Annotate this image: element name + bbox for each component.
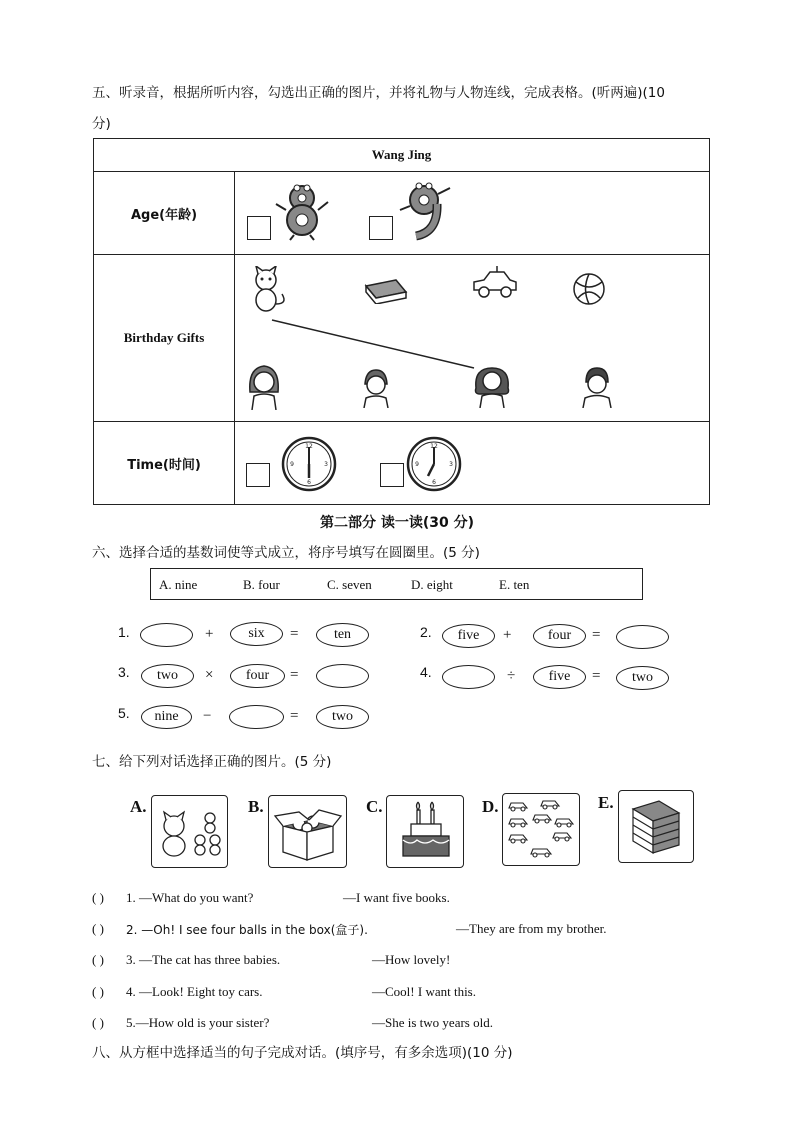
svg-text:9: 9 [415,461,419,468]
stack-of-books-icon [619,791,693,862]
age-8-checkbox[interactable] [247,216,271,240]
equation-5-answer-oval[interactable] [229,705,284,729]
option-c: C. seven [327,577,372,592]
equation-1-term: six [230,622,283,646]
number-eight-character-icon [272,180,332,242]
svg-text:6: 6 [432,479,436,486]
equation-3-equals: = [290,667,299,683]
dialog-3-reply: —How lovely! [372,952,451,967]
dialog-3-question: 3. —The cat has three babies. [126,952,281,967]
picture-label-e: E. [598,793,614,812]
option-b: B. four [243,577,280,592]
section5-title-line2: 分) [92,116,111,132]
equation-3-number: 3. [118,664,130,680]
equation-1-number: 1. [118,624,130,640]
girl-curly-hair-person-icon [472,364,512,408]
svg-text:12: 12 [305,443,313,450]
picture-d-toy-cars [502,793,580,866]
clock-seven-oclock-icon [406,436,462,492]
equation-1-answer-oval[interactable] [140,623,193,647]
equation-2-term-b: four [533,624,586,648]
dialog-4-answer-paren[interactable]: ( ) [92,984,104,999]
svg-text:12: 12 [430,443,438,450]
option-d: D. eight [411,577,453,592]
section5-title-line1: 五、听录音，根据所听内容，勾选出正确的图片，并将礼物与人物连线，完成表格。(听两遍)(10 [92,85,665,101]
section7-title: 七、给下列对话选择正确的图片。(5 分) [92,754,332,770]
picture-label-d: D. [482,797,499,816]
dialog-4-reply: —Cool! I want this. [372,984,476,999]
clock-six-oclock-icon [281,436,337,492]
dialog-5-reply: —She is two years old. [372,1015,493,1030]
equation-5-number: 5. [118,705,130,721]
equation-4-answer-oval[interactable] [442,665,495,689]
picture-label-c: C. [366,797,383,816]
picture-a-cats [151,795,228,868]
time-7-checkbox[interactable] [380,463,404,487]
equation-1-equals: = [290,626,299,642]
picture-label-b: B. [248,797,264,816]
equation-5-result: two [316,705,369,729]
time-12-checkbox[interactable] [246,463,270,487]
equation-3-operator: × [205,667,214,683]
picture-label-a: A. [130,797,147,816]
birthday-cake-icon [387,796,463,867]
equation-4-operator: ÷ [507,668,516,684]
section6-title: 六、选择合适的基数词使等式成立，将序号填写在圆圈里。(5 分) [92,545,480,561]
equation-4-number: 4. [420,664,432,680]
row-label-gifts: Birthday Gifts [94,255,235,422]
option-e: E. ten [499,577,530,592]
svg-text:6: 6 [307,479,311,486]
dialog-5-answer-paren[interactable]: ( ) [92,1015,104,1030]
picture-c-birthday-cake [386,795,464,868]
equation-2-equals: = [592,627,601,643]
option-a: A. nine [159,577,198,592]
row-label-age: Age(年龄) [94,172,235,255]
age-9-checkbox[interactable] [369,216,393,240]
dialog-2-answer-paren[interactable]: ( ) [92,921,104,936]
equation-2-operator: + [503,627,512,643]
number-nine-character-icon [394,180,454,242]
equation-2-term-a: five [442,624,495,648]
dialog-5-question: 5.—How old is your sister? [126,1015,270,1030]
cat-family-icon [152,796,227,867]
dialog-1-question: 1. —What do you want? [126,890,254,905]
dialog-4-question: 4. —Look! Eight toy cars. [126,984,263,999]
man-person-icon [580,366,614,408]
dialog-2-question: 2. —Oh! I see four balls in the box(盒子). [126,923,368,937]
equation-1-operator: + [205,626,214,642]
boy-person-icon [360,368,392,408]
svg-text:3: 3 [449,461,453,468]
box-with-balls-icon [269,796,346,867]
section8-title: 八、从方框中选择适当的句子完成对话。(填序号，有多余选项)(10 分) [92,1045,513,1061]
equation-5-operator: − [203,708,212,724]
dialog-3-answer-paren[interactable]: ( ) [92,952,104,967]
equation-5-equals: = [290,708,299,724]
equation-3-answer-oval[interactable] [316,664,369,688]
dialog-1-reply: —I want five books. [343,890,450,905]
table-header-name: Wang Jing [94,139,710,172]
equation-4-term-b: five [533,665,586,689]
equation-3-term-b: four [230,664,285,688]
svg-text:9: 9 [290,461,294,468]
toy-cars-group-icon [503,794,579,865]
equation-4-result: two [616,666,669,690]
dialog-1-answer-paren[interactable]: ( ) [92,890,104,905]
equation-1-result: ten [316,623,369,647]
picture-e-books [618,790,694,863]
equation-2-number: 2. [420,624,432,640]
picture-b-box-of-balls [268,795,347,868]
part2-title: 第二部分 读一读(30 分) [319,515,475,531]
row-label-time: Time(时间) [94,422,235,505]
equation-3-term-a: two [141,664,194,688]
options-box [150,568,643,600]
equation-2-answer-oval[interactable] [616,625,669,649]
equation-4-equals: = [592,668,601,684]
girl-long-hair-person-icon [246,362,282,410]
svg-text:3: 3 [324,461,328,468]
dialog-2-reply: —They are from my brother. [456,921,607,936]
equation-5-term-a: nine [141,705,192,729]
